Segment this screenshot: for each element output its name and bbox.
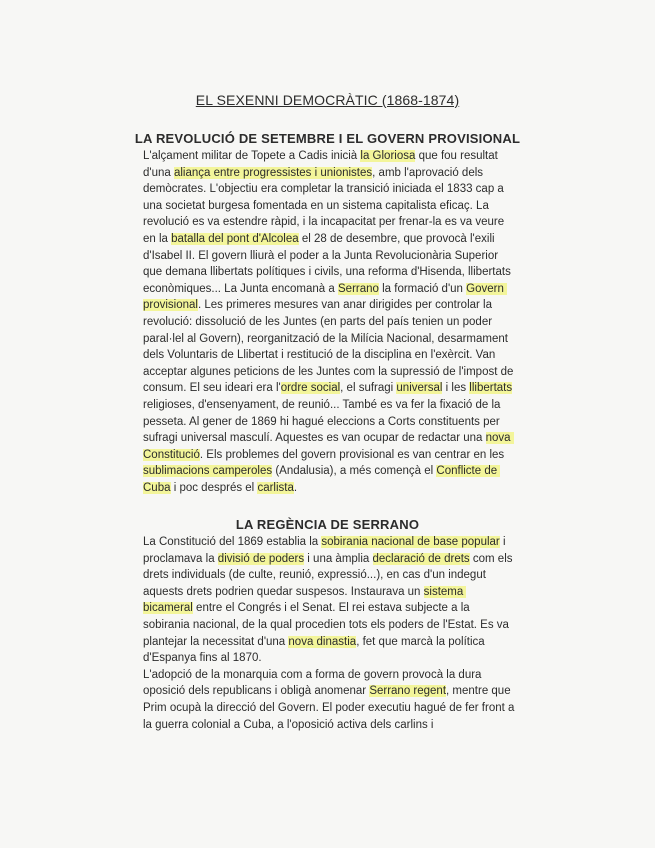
- text-segment: (Andalusia), a més començà el: [272, 465, 437, 478]
- highlighted-text: llibertats: [469, 382, 513, 395]
- highlighted-text: Conflicte de Cuba: [143, 465, 501, 494]
- highlighted-text: divisió de poders: [217, 552, 305, 565]
- text-segment: , amb l'aprovació dels demòcrates. L'objectiu era completar la transició iniciada el 1833 cap a una societat burgesa fomentada en un sistema capitalista eficaç. La revolució es va estendre ràpid, i la incapacitat per frenar-la es va veure en la: [143, 166, 508, 245]
- text-segment: .: [293, 481, 298, 494]
- highlighted-text: sobirania nacional de base popular: [321, 536, 500, 548]
- text-segment: . Els problemes del govern provisional es van centrar en les: [199, 448, 508, 461]
- highlighted-text: sublimacions camperoles: [143, 465, 273, 478]
- highlighted-text: aliança entre progressistes i unionistes: [173, 166, 373, 179]
- text-segment: L'alçament militar de Topete a Cadis inicià: [143, 150, 361, 162]
- highlighted-text: Serrano: [338, 282, 379, 295]
- text-segment: com els drets individuals (de culte, reunió, expressió...), en cas d'un indegut aquests drets podrien quedar suspesos. Instaurava un: [143, 552, 516, 598]
- section-heading-regency: LA REGÈNCIA DE SERRANO: [235, 517, 420, 532]
- text-segment: i poc després el: [170, 481, 258, 494]
- text-segment: i les: [442, 382, 470, 395]
- text-segment: . Les primeres mesures van anar dirigides per controlar la revolució: dissolució de les Juntes (en parts del país tenien un poder paral·lel al Govern), reorganització de la Milícia Nacional, desarmament dels Voluntaris de Llibertat i restitució de la disciplina en l'exèrcit. Van acceptar algunes peticions de les Juntes com la supressió de l'impost de consum. El seu ideari era l': [143, 299, 517, 395]
- highlighted-text: nova dinastia: [288, 635, 357, 648]
- text-segment: religioses, d'ensenyament, de reunió... També es va fer la fixació de la pesseta. Al gener de 1869 hi hagué eleccions a Corts constituents per sufragi universal masculí. Aquestes es van ocupar de redactar una: [143, 382, 516, 445]
- highlighted-text: batalla del pont d'Alcolea: [171, 232, 299, 245]
- text-segment: i una àmplia: [304, 552, 373, 565]
- highlighted-text: Govern provisional: [143, 282, 508, 312]
- text-segment: entre el Congrés i el Senat. El rei estava subjecte a la sobirania nacional, de la qual procedien tots els poders de l'Estat. Es va plantejar la necessitat d'una: [143, 602, 513, 648]
- text-segment: i proclamava la: [143, 536, 509, 565]
- text-segment: La Constitució del 1869 establia la: [143, 536, 322, 548]
- text-segment: , mentre que Prim ocupà la direcció del Govern. El poder executiu hagué de fer front a la guerra colonial a Cuba, a l'oposició activa dels carlins i: [143, 685, 518, 731]
- text-segment: , fet que marcà la política d'Espanya fins al 1870. L'adopció de la monarquia com a forma de govern provocà la dura oposició dels republicans i obligà anomenar: [143, 635, 485, 698]
- section-heading-revolution: LA REVOLUCIÓ DE SETEMBRE I EL GOVERN PROVISIONAL: [134, 131, 521, 146]
- highlighted-text: nova Constitució: [143, 432, 514, 461]
- document-title: EL SEXENNI DEMOCRÀTIC (1868-1874): [195, 92, 460, 108]
- text-segment: el 28 de desembre, que provocà l'exili d'Isabel II. El govern lliurà el poder a la Junta Revolucionària Superior que demana llibertats polítiques i civils, una reforma d'Hisenda, llibertats econòmiques... La Junta encomanà a: [143, 232, 515, 295]
- text-segment: que fou resultat d'una: [143, 150, 502, 179]
- section-body-regency: [143, 534, 518, 733]
- highlighted-text: ordre social: [280, 382, 341, 395]
- highlighted-text: la Gloriosa: [360, 150, 416, 162]
- highlighted-text: Serrano regent: [369, 685, 447, 698]
- highlighted-text: declaració de drets: [372, 552, 470, 565]
- text-segment: , el sufragi: [340, 382, 397, 395]
- highlighted-text: universal: [396, 382, 443, 395]
- highlighted-text: sistema bicameral: [143, 585, 467, 615]
- text-segment: la formació d'un: [378, 282, 467, 295]
- section-body-revolution: [143, 148, 515, 496]
- highlighted-text: carlista: [257, 481, 294, 494]
